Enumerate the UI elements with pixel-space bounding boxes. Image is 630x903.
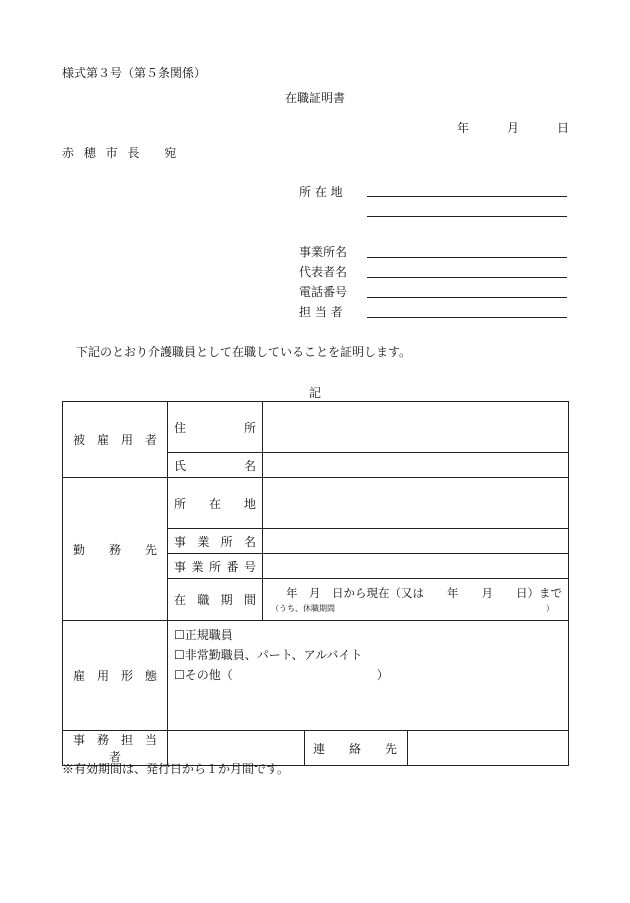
office-number-label-3: 所 (208, 559, 221, 574)
document-title: 在職証明書 (284, 91, 345, 105)
staff-label: 事 務 担 当 者 (63, 731, 168, 766)
address-label-cell (168, 402, 263, 453)
issuer-phone-line[interactable] (367, 297, 567, 298)
issuer-office-name-line[interactable] (367, 257, 567, 258)
period-label-2: 職 (197, 593, 210, 607)
address-field[interactable] (263, 402, 569, 453)
location-label-1: 所 (174, 496, 187, 511)
issuer-location-line-1[interactable] (367, 196, 567, 197)
issue-date (457, 121, 569, 135)
issuer-phone-label: 電話番号 (299, 285, 348, 299)
employment-type-row (63, 621, 569, 731)
issuer-contact-person-label: 担 当 者 (299, 305, 343, 319)
address-label-1: 住 (174, 420, 187, 435)
option-regular-staff[interactable]: ☐正規職員 (174, 628, 233, 642)
leave-period-prefix: （うち、休職期間 (271, 604, 335, 613)
office-number-label-4: 番 (226, 559, 239, 574)
form-number: 様式第３号（第５条関係） (62, 66, 207, 80)
name-field[interactable] (263, 453, 569, 478)
period-field[interactable] (263, 579, 569, 621)
contact-label-2: 絡 (348, 741, 361, 756)
month-label: 月 (506, 121, 519, 135)
option-other[interactable]: ☐その他（ ） (174, 668, 389, 682)
office-name-field[interactable] (263, 529, 569, 554)
leave-period-suffix: ） (546, 604, 555, 613)
office-name-label-1: 事 (174, 534, 187, 549)
office-name-label-4: 名 (243, 534, 256, 549)
issuer-location-line-2[interactable] (367, 216, 567, 217)
contact-label-cell (305, 731, 408, 766)
office-number-field[interactable] (263, 554, 569, 579)
issuer-representative-line[interactable] (367, 277, 567, 278)
name-label-1: 氏 (174, 458, 187, 473)
office-number-label-cell (168, 554, 263, 579)
workplace-location-row (63, 478, 569, 529)
period-label-3: 期 (220, 593, 233, 607)
workplace-location-field[interactable] (263, 478, 569, 529)
contact-label-3: 先 (384, 741, 397, 756)
name-label-2: 名 (243, 458, 256, 473)
address-label-2: 所 (243, 420, 256, 435)
employment-type-header: 雇 用 形 態 (63, 621, 168, 731)
period-label-1: 在 (174, 593, 187, 607)
leave-period (263, 603, 568, 614)
employee-header: 被 雇 用 者 (63, 402, 168, 478)
issuer-representative-label: 代表者名 (299, 265, 348, 279)
office-number-label-5: 号 (243, 559, 256, 574)
office-number-label-2: 業 (191, 559, 204, 574)
office-number-label-1: 事 (174, 559, 187, 574)
year-label: 年 (457, 121, 470, 135)
period-text: 年 月 日から現在（又は 年 月 日）まで (286, 586, 563, 600)
office-name-label-cell (168, 529, 263, 554)
location-label-2: 在 (208, 496, 221, 511)
ki-mark: 記 (308, 386, 321, 400)
staff-contact-row (63, 731, 569, 766)
day-label: 日 (556, 121, 569, 135)
name-label-cell (168, 453, 263, 478)
period-label-4: 間 (243, 593, 256, 607)
issuer-office-name-label: 事業所名 (299, 245, 348, 259)
contact-label-1: 連 (313, 741, 326, 756)
staff-field[interactable] (168, 731, 305, 766)
validity-footnote: ※有効期間は、発行日から１か月間です。 (62, 762, 290, 776)
employee-address-row (63, 402, 569, 453)
addressee: 赤 穂 市 長 宛 (62, 146, 180, 160)
issuer-contact-person-line[interactable] (367, 317, 567, 318)
issuer-location-label: 所 在 地 (299, 185, 343, 199)
office-name-label-2: 業 (197, 534, 210, 549)
certificate-table (62, 401, 569, 766)
contact-field[interactable] (408, 731, 569, 766)
workplace-header: 勤 務 先 (63, 478, 168, 621)
location-label-3: 地 (243, 496, 256, 511)
option-part-time[interactable]: ☐非常勤職員、パート、アルバイト (174, 648, 363, 662)
office-name-label-3: 所 (220, 534, 233, 549)
workplace-location-label-cell (168, 478, 263, 529)
employment-type-options (168, 621, 569, 731)
period-label-cell (168, 579, 263, 621)
certification-statement: 下記のとおり介護職員として在職していることを証明します。 (76, 345, 412, 359)
